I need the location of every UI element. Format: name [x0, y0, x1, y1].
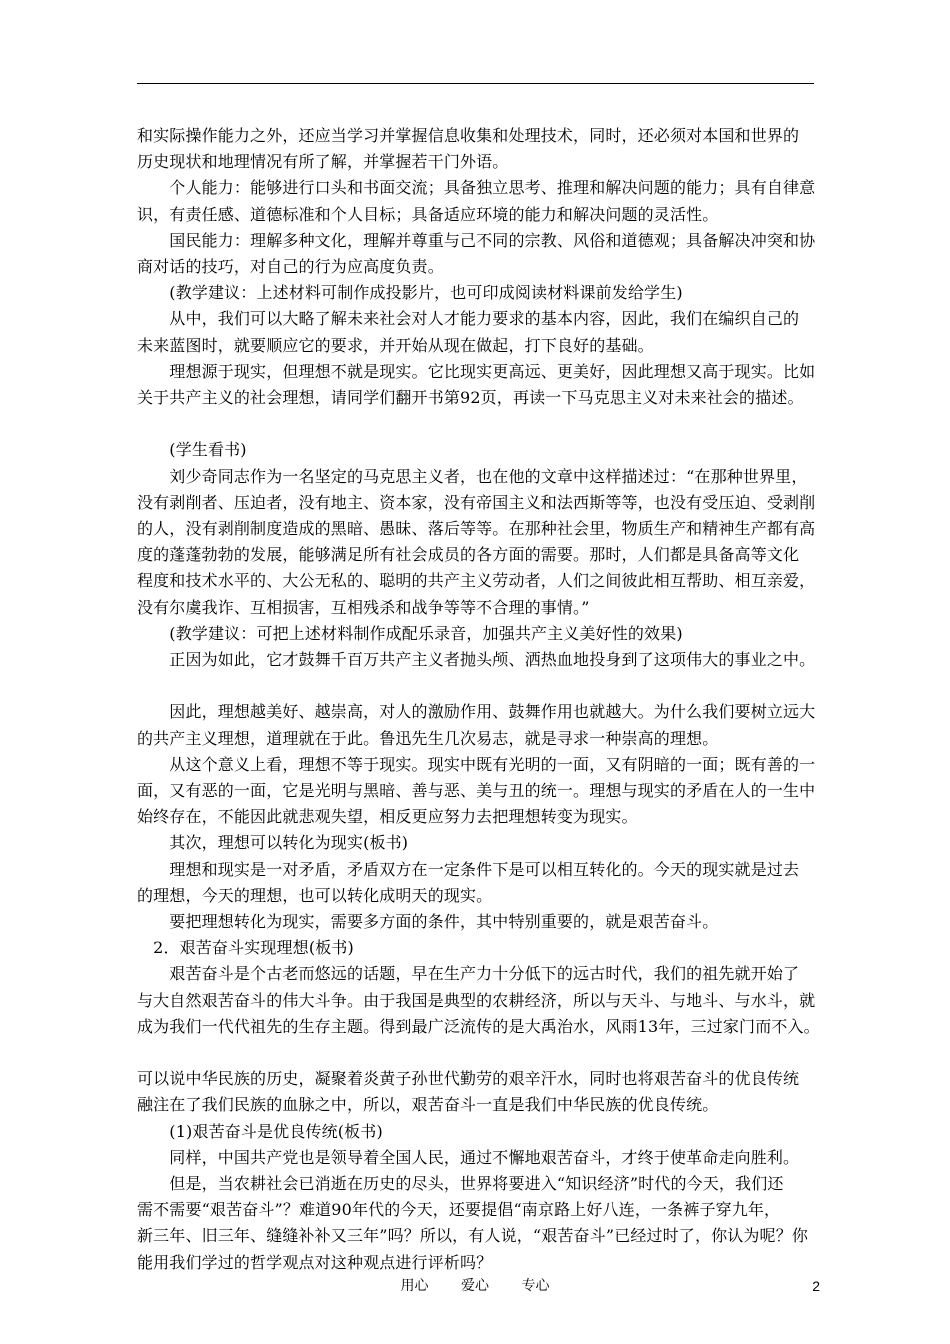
- text-line: 的人，没有剥削制度造成的黑暗、愚昧、落后等等。在那种社会里，物质生产和精神生产都有高: [137, 519, 816, 539]
- text-line: 要把理想转化为现实，需要多方面的条件，其中特别重要的，就是艰苦奋斗。: [137, 912, 719, 932]
- text-line: (1)艰苦奋斗是优良传统(板书): [137, 1121, 383, 1141]
- text-line: 需不需要“艰苦奋斗”？难道90年代的今天，还要提倡“南京路上好八连，一条裤子穿九年，: [137, 1200, 781, 1220]
- footer-motto-3: 专心: [521, 1278, 550, 1294]
- footer-motto-2: 爱心: [461, 1278, 489, 1294]
- text-line: 的共产主义理想，道理就在于此。鲁迅先生几次易志，就是寻求一种崇高的理想。: [137, 728, 719, 748]
- body-text: [137, 123, 820, 1276]
- text-line: 商对话的技巧，对自己的行为应高度负责。: [137, 257, 444, 277]
- text-line: 没有尔虞我诈、互相损害，互相残杀和战争等等不合理的事情。”: [137, 597, 590, 617]
- text-line: 个人能力：能够进行口头和书面交流；具备独立思考、推理和解决问题的能力；具有自律意: [137, 178, 816, 198]
- text-line: 关于共产主义的社会理想，请同学们翻开书第92页，再读一下马克思主义对未来社会的描述。: [137, 388, 804, 408]
- text-line: 没有剥削者、压迫者，没有地主、资本家，没有帝国主义和法西斯等等，也没有受压迫、受剥削: [137, 492, 816, 512]
- text-line: 从中，我们可以大略了解未来社会对人才能力要求的基本内容，因此，我们在编织自己的: [137, 309, 800, 329]
- text-line: 和实际操作能力之外，还应当学习并掌握信息收集和处理技术，同时，还必须对本国和世界的: [137, 126, 800, 145]
- text-line: 可以说中华民族的历史，凝聚着炎黄子孙世代勤劳的艰辛汗水，同时也将艰苦奋斗的优良传统: [137, 1069, 800, 1089]
- text-line: 融注在了我们民族的血脉之中，所以，艰苦奋斗一直是我们中华民族的优良传统。: [137, 1095, 719, 1115]
- text-line: 因此，理想越美好、越崇高，对人的激励作用、鼓舞作用也就越大。为什么我们要树立远大: [137, 702, 816, 722]
- text-line: 与大自然艰苦奋斗的伟大斗争。由于我国是典型的农耕经济，所以与天斗、与地斗、与水斗，就: [137, 990, 816, 1010]
- text-line: 成为我们一代代祖先的生存主题。得到最广泛流传的是大禹治水，风雨13年，三过家门而不入。: [137, 1016, 820, 1036]
- text-line: 国民能力：理解多种文化，理解并尊重与己不同的宗教、风俗和道德观；具备解决冲突和协: [137, 230, 816, 250]
- text-line: 艰苦奋斗是个古老而悠远的话题，早在生产力十分低下的远古时代，我们的祖先就开始了: [137, 964, 800, 984]
- blank-line: [137, 673, 817, 699]
- text-line: 同样，中国共产党也是领导着全国人民，通过不懈地艰苦奋斗，才终于使革命走向胜利。: [137, 1147, 800, 1167]
- text-line: 2．艰苦奋斗实现理想(板书): [137, 938, 354, 958]
- text-line: 识，有责任感、道德标准和个人目标；具备适应环境的能力和解决问题的灵活性。: [137, 204, 719, 224]
- text-line: 刘少奇同志作为一名坚定的马克思主义者，也在他的文章中这样描述过：“在那种世界里，: [137, 466, 808, 486]
- text-line: (教学建议：可把上述材料制作成配乐录音，加强共产主义美好性的效果): [137, 623, 683, 643]
- blank-line: [137, 411, 817, 437]
- text-line: 面，又有恶的一面，它是光明与黑暗、善与恶、美与丑的统一。理想与现实的矛盾在人的一生中: [137, 781, 816, 801]
- text-line: 始终存在，不能因此就悲观失望，相反更应努力去把理想转变为现实。: [137, 807, 638, 827]
- text-line: 度的蓬蓬勃勃的发展，能够满足所有社会成员的各方面的需要。那时，人们都是具备高等文化: [137, 545, 800, 565]
- text-line: 但是，当农耕社会已消逝在历史的尽头，世界将要进入“知识经济”时代的今天，我们还: [137, 1174, 784, 1194]
- text-line: 从这个意义上看，理想不等于现实。现实中既有光明的一面，又有阴暗的一面；既有善的一: [137, 754, 816, 774]
- text-line: 历史现状和地理情况有所了解，并掌握若干门外语。: [137, 152, 509, 172]
- text-line: (学生看书): [137, 440, 247, 460]
- text-line: 其次，理想可以转化为现实(板书): [137, 833, 409, 853]
- page-number: 2: [812, 1278, 820, 1294]
- blank-line: [137, 1040, 817, 1066]
- text-line: 正因为如此，它才鼓舞千百万共产主义者抛头颅、洒热血地投身到了这项伟大的事业之中。: [137, 650, 816, 670]
- text-line: 的理想，今天的理想，也可以转化成明天的现实。: [137, 885, 493, 905]
- text-line: 新三年、旧三年、缝缝补补又三年”吗？所以，有人说，“艰苦奋斗”已经过时了，你认为呢？你: [137, 1226, 808, 1246]
- header-rule: [137, 83, 814, 84]
- text-line: (教学建议：上述材料可制作成投影片，也可印成阅读材料课前发给学生): [137, 283, 683, 303]
- text-line: 未来蓝图时，就要顺应它的要求，并开始从现在做起，打下良好的基础。: [137, 335, 654, 355]
- text-line: 程度和技术水平的、大公无私的、聪明的共产主义劳动者，人们之间彼此相互帮助、相互亲爱，: [137, 571, 816, 591]
- footer-motto-1: 用心: [400, 1278, 429, 1294]
- text-line: 能用我们学过的哲学观点对这种观点进行评析吗？: [137, 1252, 493, 1272]
- text-line: 理想源于现实，但理想不就是现实。它比现实更高远、更美好，因此理想又高于现实。比如: [137, 361, 816, 381]
- text-line: 理想和现实是一对矛盾，矛盾双方在一定条件下是可以相互转化的。今天的现实就是过去: [137, 859, 800, 879]
